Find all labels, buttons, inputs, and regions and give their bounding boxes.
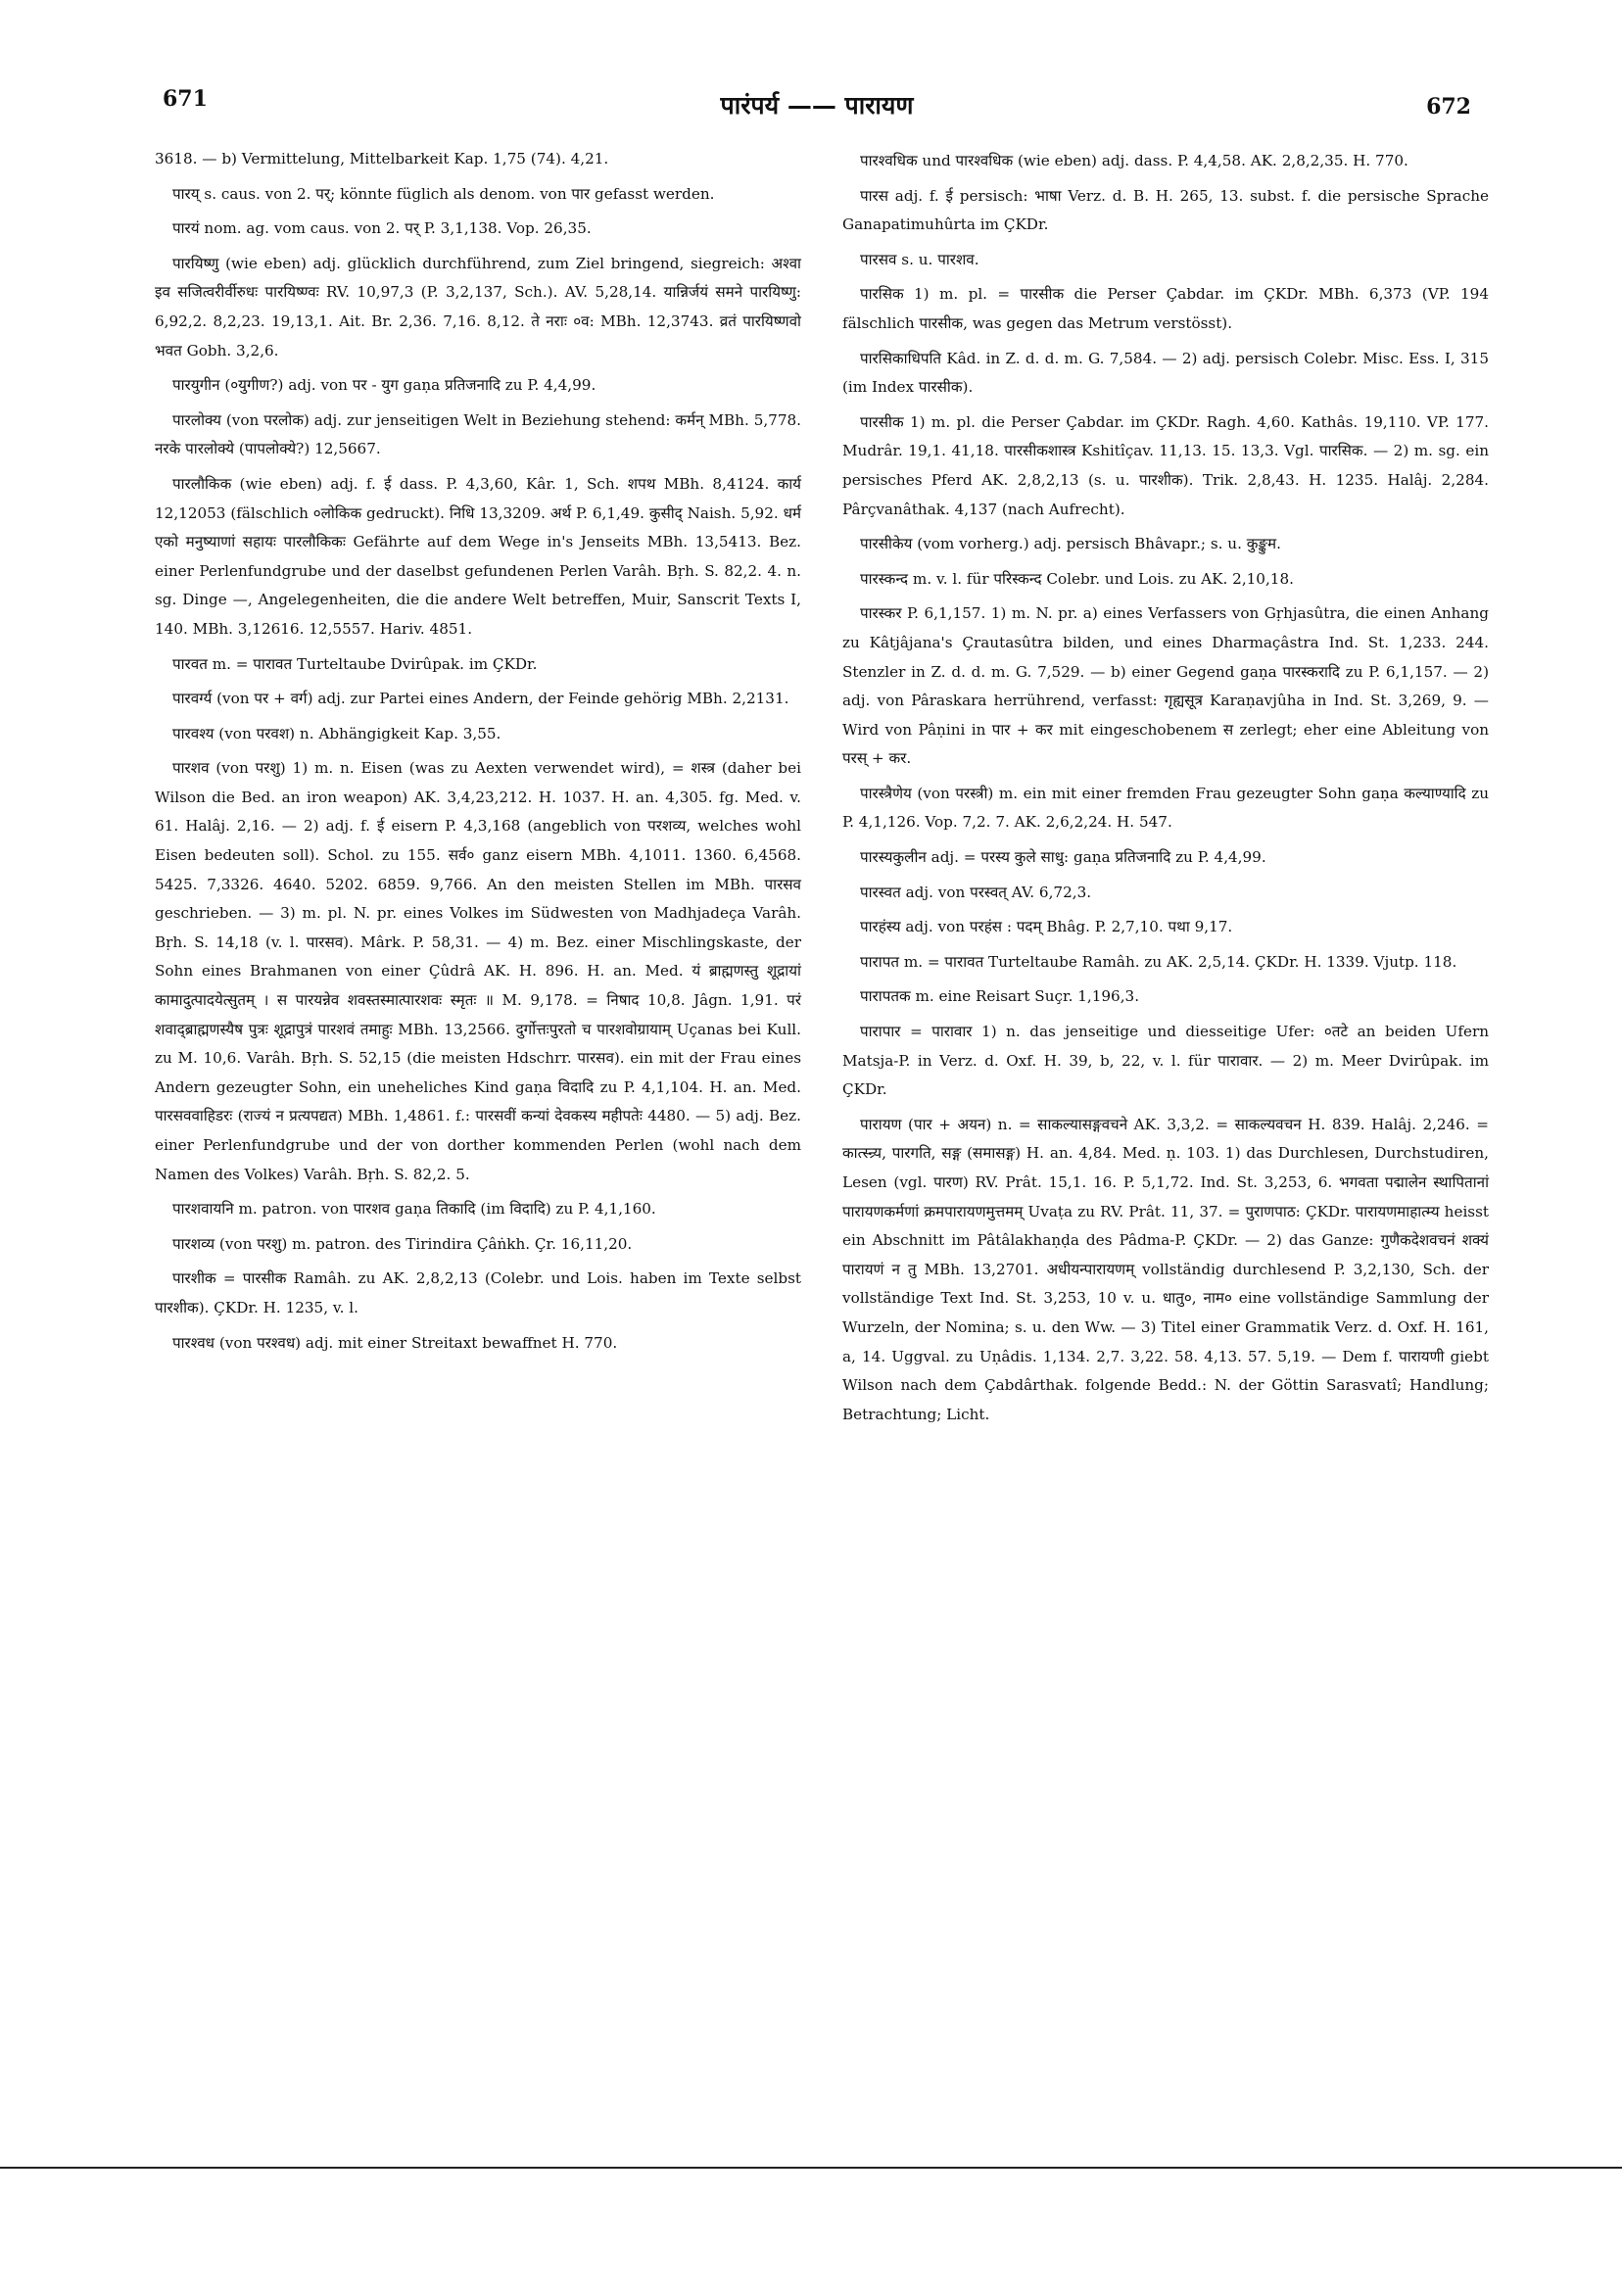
- dictionary-entry: पारय् s. caus. von 2. पर्; könnte füglich als denom. von पार gefasst werden.: [172, 184, 715, 203]
- left-column: [155, 145, 801, 1363]
- page-number-right: 672: [1426, 94, 1471, 120]
- dictionary-entry: पारश्वध (von परश्वध) adj. mit einer Streitaxt bewaffnet H. 770.: [172, 1333, 618, 1352]
- bottom-rule: [0, 2167, 1622, 2169]
- dictionary-entry: पारापतक m. eine Reisart Suçr. 1,196,3.: [860, 987, 1140, 1006]
- dictionary-entry: पारसीकेय (vom vorherg.) adj. persisch Bhâvapr.; s. u. कुङ्कुम.: [860, 535, 1281, 553]
- dictionary-entry: पारश्वधिक und पारश्वधिक (wie eben) adj. dass. P. 4,4,58. AK. 2,8,2,35. H. 770.: [860, 152, 1408, 169]
- dictionary-entry: पारापत m. = पारावत Turteltaube Ramâh. zu AK. 2,5,14. ÇKDr. H. 1339. Vjutp. 118.: [860, 952, 1457, 971]
- dictionary-entry: पारस्कर P. 6,1,157. 1) m. N. pr. a) eines Verfassers von Gṛhjasûtra, die einen Anhang zu Kâtjâjana's Çrautasûtra bilden, und eines Dharmaçâstra Ind. St. 1,233. 244. Stenzler in Z. d. d. m. G. 7,529. — b) einer Gegend gaṇa पारस्करादि zu P. 6,1,157. — 2) adj. von Pâraskara herrührend, verfasst: गृह्यसूत्र Karaṇavjûha in Ind. St. 3,269, 9. — Wird von Pâṇini in पार + कर mit eingeschobenem स zerlegt; eher eine Ableitung von परस् + कर.: [842, 604, 1489, 768]
- dictionary-entry: पारशीक = पारसीक Ramâh. zu AK. 2,8,2,13 (Colebr. und Lois. haben im Texte selbst पारशीक). ÇKDr. H. 1235, v. l.: [155, 1269, 801, 1316]
- dictionary-entry: पारलौकिक (wie eben) adj. f. ई dass. P. 4,3,60, Kâr. 1, Sch. शपथ MBh. 8,4124. कार्य 12,12053 (fälschlich ०लोकिक gedruckt). निधि 13,3209. अर्थ P. 6,1,49. कुसीद् Naish. 5,92. धर्म एको मनुष्याणां सहायः पारलौकिकः Gefährte auf dem Wege in's Jenseits MBh. 13,5413. Bez. einer Perlenfundgrube und der daselbst gefundenen Perlen Varâh. Bṛh. S. 82,2. 4. n. sg. Dinge —, Angelegenheiten, die die andere Welt betreffen, Muir, Sanscrit Texts I, 140. MBh. 3,12616. 12,5557. Hariv. 4851.: [155, 474, 801, 638]
- dictionary-entry: पारापार = पारावार 1) n. das jenseitige und diesseitige Ufer: ०तटे an beiden Ufern Matsja-P. in Verz. d. Oxf. H. 39, b, 22, v. l. für पारावार. — 2) m. Meer Dvirûpak. im ÇKDr.: [842, 1023, 1489, 1099]
- running-title: पारंपर्य —— पारायण: [720, 91, 914, 120]
- dictionary-entry: पारसिकाधिपति Kâd. in Z. d. d. m. G. 7,584. — 2) adj. persisch Colebr. Misc. Ess. I, 315 (im Index पारसीक).: [842, 349, 1489, 397]
- dictionary-entry: पारस adj. f. ई persisch: भाषा Verz. d. B. H. 265, 13. subst. f. die persische Sprache Ganapatimuhûrta im ÇKDr.: [842, 186, 1489, 234]
- dictionary-entry: पारस्त्रैणेय (von परस्त्री) m. ein mit einer fremden Frau gezeugter Sohn gaṇa कल्याण्यादि zu P. 4,1,126. Vop. 7,2. 7. AK. 2,6,2,24. H. 547.: [842, 784, 1489, 832]
- dictionary-entry: पारायण (पार + अयन) n. = साकल्यासङ्गवचने AK. 3,3,2. = साकल्यवचन H. 839. Halâj. 2,246. = कात्स्न्र्य, पारगति, सङ्ग (समासङ्ग) H. an. 4,84. Med. ṇ. 103. 1) das Durchlesen, Durchstudiren, Lesen (vgl. पारण) RV. Prât. 15,1. 16. P. 5,1,72. Ind. St. 3,253, 6. भगवता पद्मालेन स्थापितानां पारायणकर्मणां क्रमपारायणमुत्तमम् Uvaṭa zu RV. Prât. 11, 37. = पुराणपाठ: ÇKDr. पारायणमाहात्म्य heisst ein Abschnitt im Pâtâlakhaṇḍa des Pâdma-P. ÇKDr. — 2) das Ganze: गुणैकदेशवचनं शक्यं पारायणं न तु MBh. 13,2701. अधीयन्पारायणम् vollständig durchlesend P. 3,2,130, Sch. der vollständige Text Ind. St. 3,253, 10 v. u. धातु०, नाम० eine vollständige Sammlung der Wurzeln, der Nomina; s. u. den Ww. — 3) Titel einer Grammatik Verz. d. Oxf. H. 161, a, 14. Uggval. zu Uṇâdis. 1,134. 2,7. 3,22. 58. 4,13. 57. 5,19. — Dem f. पारायणी giebt Wilson nach dem Çabdârthak. folgende Bedd.: N. der Göttin Sarasvatî; Handlung; Betrachtung; Licht.: [842, 1115, 1489, 1423]
- dictionary-entry: पारसव s. u. पारशव.: [860, 250, 979, 268]
- page-number-left: 671: [163, 86, 208, 112]
- dictionary-entry: पारशवायनि m. patron. von पारशव gaṇa तिकादि (im विदादि) zu P. 4,1,160.: [172, 1200, 656, 1219]
- dictionary-entry: पारयुगीन (०युगीण?) adj. von पर - युग gaṇa प्रतिजनादि zu P. 4,4,99.: [172, 376, 596, 395]
- dictionary-entry: पारवत m. = पारावत Turteltaube Dvirûpak. im ÇKDr.: [172, 654, 538, 673]
- dictionary-entry: पारसिक 1) m. pl. = पारसीक die Perser Çabdar. im ÇKDr. MBh. 6,373 (VP. 194 fälschlich पारसीक, was gegen das Metrum verstösst).: [842, 285, 1489, 332]
- page-header: [155, 86, 1479, 125]
- right-column: [842, 147, 1489, 1435]
- dictionary-entry: पारशव्य (von परशु) m. patron. des Tirindira Çâṅkh. Çr. 16,11,20.: [172, 1234, 633, 1253]
- dictionary-entry: पारलोक्य (von परलोक) adj. zur jenseitigen Welt in Beziehung stehend: कर्मन् MBh. 5,778. नरके पारलोक्ये (पापलोक्ये?) 12,5667.: [155, 410, 801, 458]
- dictionary-entry: 3618. — b) Vermittelung, Mittelbarkeit Kap. 1,75 (74). 4,21.: [155, 150, 609, 167]
- dictionary-entry: पारस्वत adj. von परस्वत् AV. 6,72,3.: [860, 883, 1092, 901]
- dictionary-entry: पारहंस्य adj. von परहंस : पदम् Bhâg. P. 2,7,10. पथा 9,17.: [860, 918, 1233, 936]
- dictionary-entry: पारवश्य (von परवश) n. Abhängigkeit Kap. 3,55.: [172, 724, 501, 742]
- dictionary-entry: पारस्यकुलीन adj. = परस्य कुले साधु: gaṇa प्रतिजनादि zu P. 4,4,99.: [860, 848, 1266, 867]
- dictionary-entry: पारवर्ग्य (von पर + वर्ग) adj. zur Partei eines Andern, der Feinde gehörig MBh. 2,2131.: [172, 690, 789, 708]
- dictionary-entry: पारसीक 1) m. pl. die Perser Çabdar. im ÇKDr. Ragh. 4,60. Kathâs. 19,110. VP. 177. Mudrâr. 19,1. 41,18. पारसीकशास्त्र Kshitîçav. 11,13. 15. 13,3. Vgl. पारसिक. — 2) m. sg. ein persisches Pferd AK. 2,8,2,13 (s. u. पारशीक). Trik. 2,8,43. H. 1235. Halâj. 2,284. Pârçvanâthak. 4,137 (nach Aufrecht).: [842, 412, 1489, 518]
- dictionary-entry: पारस्कन्द m. v. l. für परिस्कन्द Colebr. und Lois. zu AK. 2,10,18.: [860, 569, 1294, 588]
- dictionary-entry: पारयं nom. ag. vom caus. von 2. पर् P. 3,1,138. Vop. 26,35.: [172, 219, 592, 238]
- dictionary-entry: पारशव (von परशु) 1) m. n. Eisen (was zu Aexten verwendet wird), = शस्त्र (daher bei Wilson die Bed. an iron weapon) AK. 3,4,23,212. H. 1037. H. an. 4,305. fg. Med. v. 61. Halâj. 2,16. — 2) adj. f. ई eisern P. 4,3,168 (angeblich von परशव्य, welches wohl Eisen bedeuten soll). Schol. zu 155. सर्व० ganz eisern MBh. 4,1011. 1360. 6,4568. 5425. 7,3326. 4640. 5202. 6859. 9,766. An den meisten Stellen im MBh. पारसव geschrieben. — 3) m. pl. N. pr. eines Volkes im Südwesten von Madhjadeça Varâh. Bṛh. S. 14,18 (v. l. पारसव). Mârk. P. 58,31. — 4) m. Bez. einer Mischlingskaste, der Sohn eines Brahmanen von einer Çûdrâ AK. H. 896. H. an. Med. यं ब्राह्मणस्तु शूद्रायां कामादुत्पादयेत्सुतम् । स पारयन्नेव शवस्तस्मात्पारशवः स्मृतः ॥ M. 9,178. = निषाद 10,8. Jâgn. 1,91. परं शवाद्ब्राह्मणस्यैष पुत्रः शूद्रापुत्रं पारशवं तमाहुः MBh. 13,2566. दुर्गोत्तःपुरतो च पारशवोग्रायाम् Uçanas bei Kull. zu M. 10,6. Varâh. Bṛh. S. 52,15 (die meisten Hdschrr. पारसव). ein mit der Frau eines Andern gezeugter Sohn, ein uneheliches Kind gaṇa विदादि zu P. 4,1,104. H. an. Med. पारसववाहिडरः (राज्यं न प्रत्यपद्यत) MBh. 1,4861. f.: पारसवीं कन्यां देवकस्य महीपतेः 4480. — 5) adj. Bez. einer Perlenfundgrube und der von dorther kommenden Perlen (wohl nach dem Namen des Volkes) Varâh. Bṛh. S. 82,2. 5.: [155, 759, 801, 1183]
- dictionary-entry: पारयिष्णु (wie eben) adj. glücklich durchführend, zum Ziel bringend, siegreich: अश्वा इव सजित्वरीर्वीरुधः पारयिष्ण्वः RV. 10,97,3 (P. 3,2,137, Sch.). AV. 5,28,14. यान्निर्जयं समने पारयिष्णु: 6,92,2. 8,2,23. 19,13,1. Ait. Br. 2,36. 7,16. 8,12. ते नराः ०व: MBh. 12,3743. व्रतं पारयिष्णवो भवत Gobh. 3,2,6.: [155, 254, 801, 359]
